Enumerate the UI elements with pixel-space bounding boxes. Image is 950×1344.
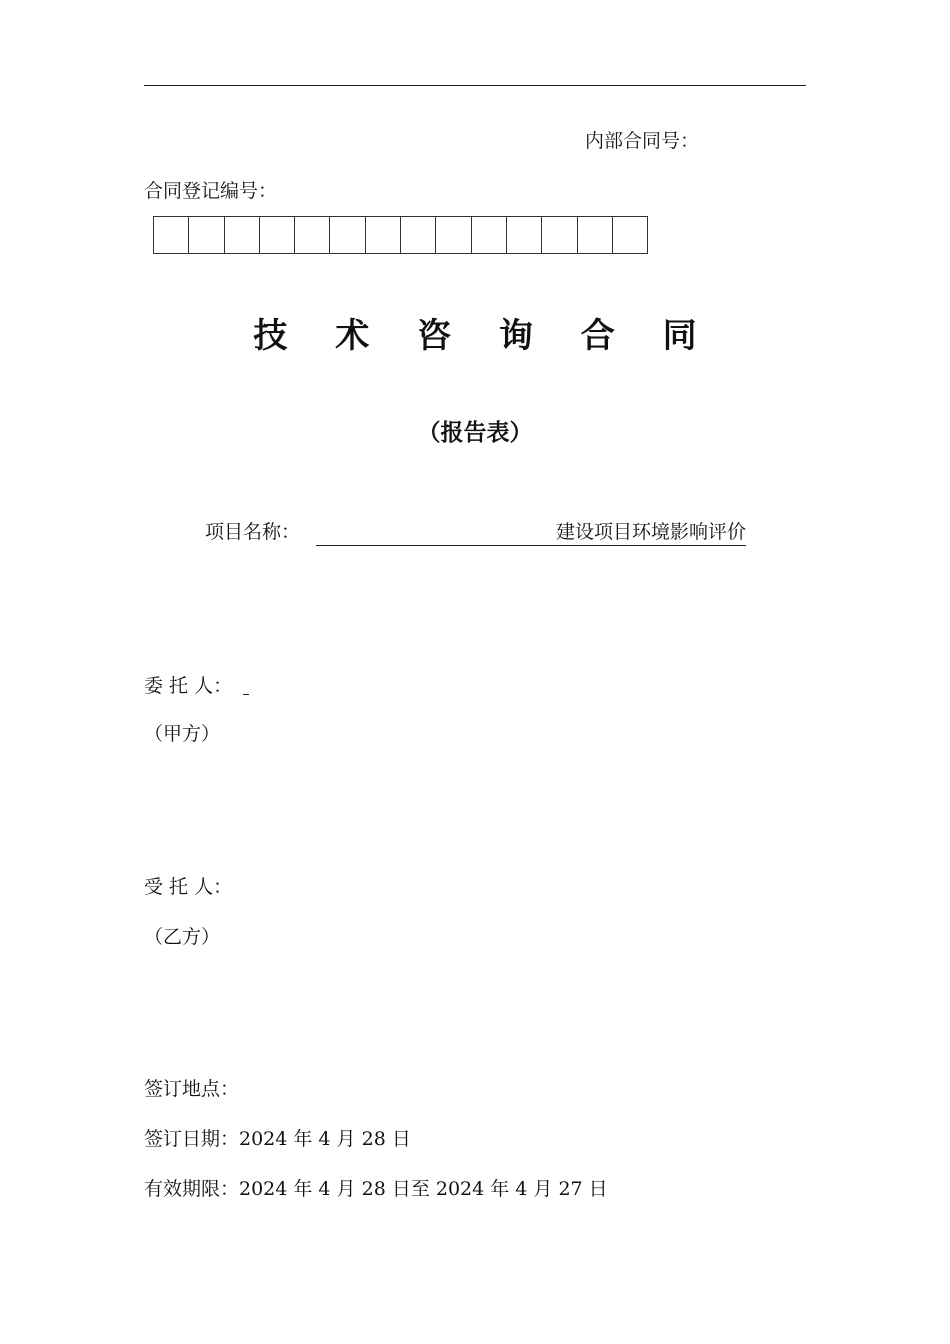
top-rule	[144, 85, 806, 86]
registration-no-box	[366, 217, 401, 253]
registration-no-box	[472, 217, 507, 253]
document-title: 技 术 咨 询 合 同	[253, 316, 715, 356]
contractor-label: 受 托 人：	[144, 876, 233, 898]
registration-no-boxes	[153, 216, 648, 254]
registration-no-box	[154, 217, 189, 253]
registration-no-box	[578, 217, 613, 253]
registration-no-box	[295, 217, 330, 253]
signing-place: 签订地点：	[144, 1078, 240, 1100]
party-b-label: （乙方）	[144, 926, 221, 948]
registration-no-box	[613, 217, 648, 253]
registration-no-label: 合同登记编号：	[144, 180, 278, 202]
signing-date: 签订日期：2024 年 4 月 28 日	[144, 1128, 411, 1150]
project-name-label: 项目名称：	[205, 521, 301, 543]
internal-contract-no-label: 内部合同号：	[585, 130, 700, 152]
registration-no-box	[330, 217, 365, 253]
registration-no-box	[436, 217, 471, 253]
registration-no-box	[225, 217, 260, 253]
validity-period: 有效期限：2024 年 4 月 28 日至 2024 年 4 月 27 日	[144, 1178, 608, 1200]
party-a-label: （甲方）	[144, 723, 221, 745]
registration-no-box	[189, 217, 224, 253]
registration-no-box	[507, 217, 542, 253]
client-label: 委 托 人：	[144, 675, 233, 697]
registration-no-box	[401, 217, 436, 253]
registration-no-box	[260, 217, 295, 253]
project-name-value: 建设项目环境影响评价	[316, 520, 746, 546]
client-blank-line	[243, 694, 249, 695]
document-subtitle: （报告表）	[417, 419, 533, 446]
registration-no-box	[542, 217, 577, 253]
